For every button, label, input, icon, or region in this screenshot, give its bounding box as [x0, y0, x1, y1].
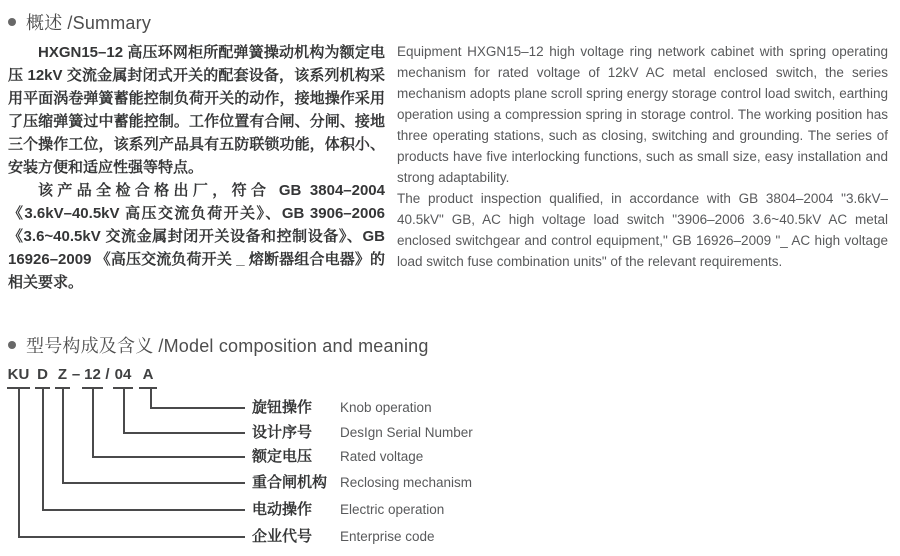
diagram-label-zh: 重合闸机构	[252, 474, 328, 491]
model-diagram	[0, 366, 900, 556]
summary-section-header	[8, 10, 900, 34]
diagram-label-zh: 设计序号	[252, 424, 313, 441]
diagram-label-zh: 企业代号	[252, 528, 313, 545]
model-section-header	[8, 333, 900, 357]
model-code-token: A	[142, 366, 154, 383]
bullet-icon	[8, 341, 16, 349]
model-code-token: 12	[84, 366, 101, 383]
summary-english-column	[397, 41, 888, 294]
diagram-label-en: Electric operation	[340, 502, 445, 517]
connector-line-vertical	[62, 389, 64, 482]
connector-line-horizontal	[92, 456, 245, 458]
summary-columns	[8, 41, 892, 294]
summary-zh-paragraph: 该产品全检合格出厂，符合 GB 3804–2004 《3.6kV–40.5kV 高压交流负荷开关》、GB 3906–2006《3.6~40.5kV 交流金属封闭开关设备和控制设备》、GB 16926–2009 《高压交流负荷开关 _ 熔断器组合电器》的相关要求。	[8, 182, 385, 291]
connector-line-horizontal	[18, 536, 245, 538]
model-code-token: Z	[57, 366, 68, 383]
model-code-separator: /	[105, 366, 110, 383]
connector-line-vertical	[18, 389, 20, 536]
summary-en-paragraph: Equipment HXGN15–12 high voltage ring network cabinet with spring operating mechanism for rated voltage of 12kV AC metal enclosed switch, the series mechanism adopts plane scroll spring energy storage control load switch, earthing operation using a compression spring in storage control. The working position has three operating stations, such as closing, switching and grounding. The series of products have five interlocking functions, such as small size, easy installation and strong adaptability.	[397, 44, 888, 185]
summary-en-paragraph: The product inspection qualified, in accordance with GB 3804–2004 "3.6kV–40.5kV" GB, AC high voltage load switch "3906–2006 3.6~40.5kV AC metal enclosed switchgear and control equipment," GB 16926–2009 "_ AC high voltage load switch fuse combination units" of the relevant requirements.	[397, 191, 888, 269]
token-underline	[139, 387, 157, 389]
connector-line-vertical	[123, 389, 125, 432]
model-code-token: D	[37, 366, 48, 383]
connector-line-vertical	[42, 389, 44, 509]
diagram-label-en: Rated voltage	[340, 449, 424, 464]
summary-chinese-column	[8, 41, 385, 294]
summary-zh-paragraph: HXGN15–12 高压环网柜所配弹簧操动机构为额定电压 12kV 交流金属封闭式开关的配套设备，该系列机构采用平面涡卷弹簧蓄能控制负荷开关的动作，接地操作采用了压缩弹簧过中蓄能控制。工作位置有合闸、分闸、接地三个操作工位，该系列产品具有五防联锁功能，体积小、安装方便和适应性强等特点。	[8, 44, 385, 176]
connector-line-horizontal	[62, 482, 245, 484]
summary-title-zh: 概述	[26, 13, 63, 33]
model-code-token: 04	[114, 366, 132, 383]
connector-line-vertical	[92, 389, 94, 456]
summary-section-title	[26, 9, 151, 35]
bullet-icon	[8, 18, 16, 26]
model-title-en: /Model composition and meaning	[158, 336, 429, 356]
catalog-page	[0, 10, 900, 543]
diagram-label-zh: 旋钮操作	[252, 399, 313, 416]
diagram-label-en: Reclosing mechanism	[340, 475, 473, 490]
summary-title-en: /Summary	[67, 13, 152, 33]
model-code-separator: –	[71, 366, 81, 383]
diagram-label-en: Enterprise code	[340, 529, 435, 544]
diagram-label-zh: 电动操作	[252, 501, 313, 518]
diagram-label-en: Knob operation	[340, 400, 432, 415]
diagram-label-en: DesIgn Serial Number	[340, 425, 473, 440]
model-title-zh: 型号构成及含义	[26, 336, 154, 356]
diagram-label-zh: 额定电压	[252, 448, 313, 465]
model-code-token: KU	[7, 366, 30, 383]
connector-line-horizontal	[150, 407, 245, 409]
model-section-title	[26, 332, 429, 358]
connector-line-horizontal	[42, 509, 245, 511]
connector-line-vertical	[150, 389, 152, 407]
connector-line-horizontal	[123, 432, 245, 434]
